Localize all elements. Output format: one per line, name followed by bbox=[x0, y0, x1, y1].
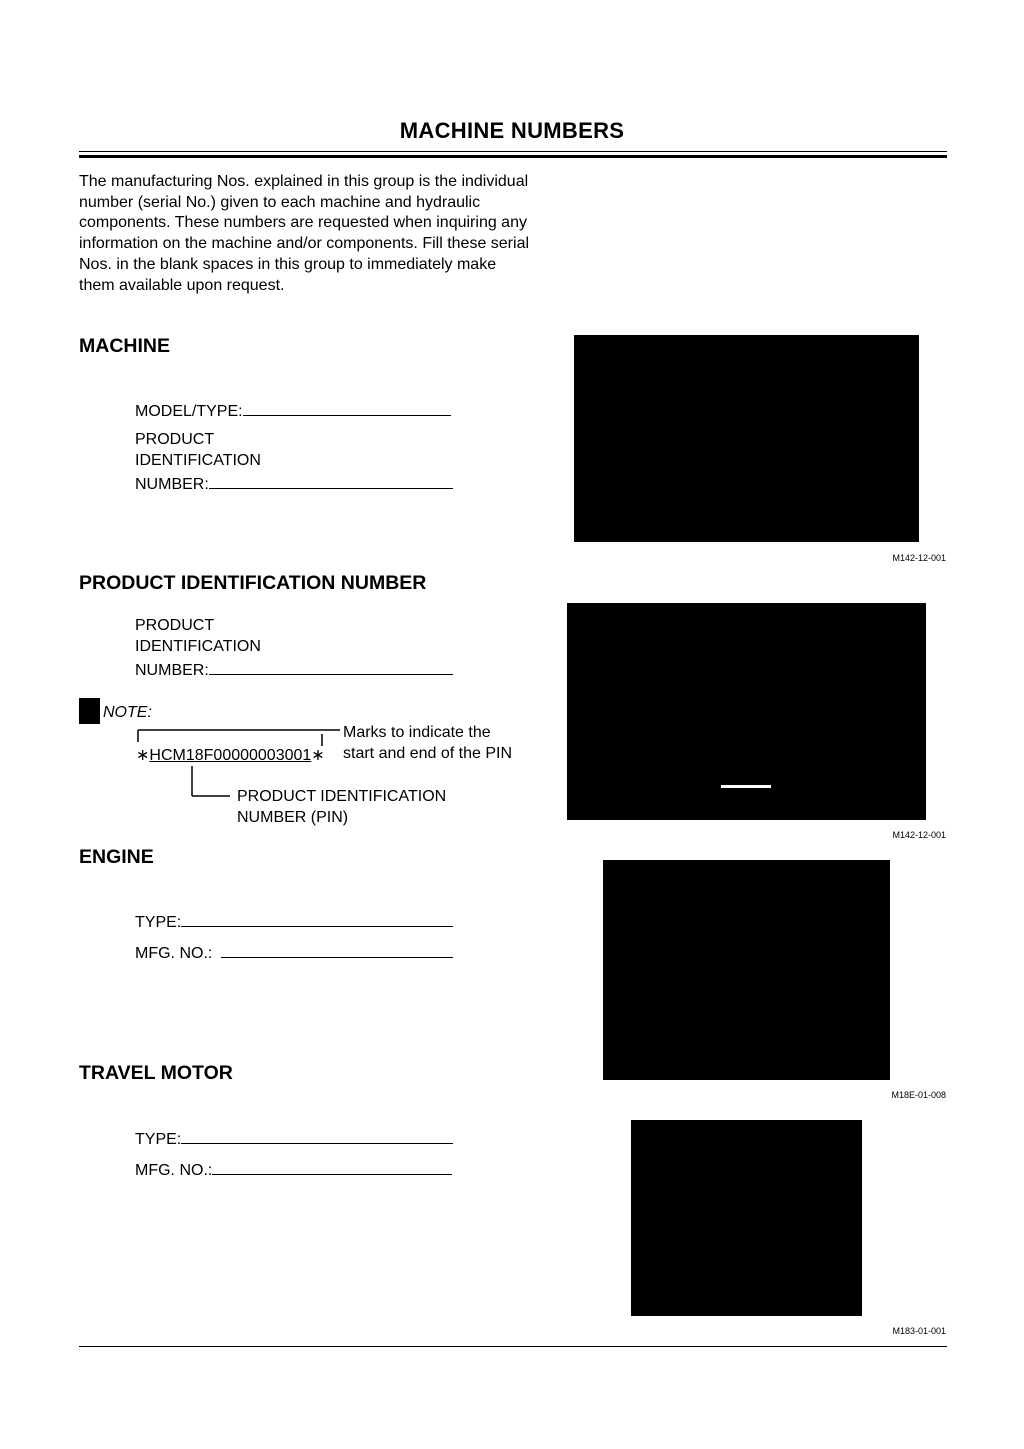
note-label: NOTE: bbox=[103, 704, 152, 721]
pin-blank[interactable] bbox=[209, 657, 453, 675]
pin-star-right: ∗ bbox=[311, 747, 325, 764]
pin-label-1: PRODUCT bbox=[135, 617, 215, 634]
machine-model-label: MODEL/TYPE: bbox=[135, 403, 243, 420]
pin-label-2: IDENTIFICATION bbox=[135, 638, 261, 655]
machine-heading: MACHINE bbox=[79, 335, 170, 357]
engine-mfg-field bbox=[135, 940, 453, 964]
engine-type-field bbox=[135, 909, 453, 933]
engine-figure-code: M18E-01-008 bbox=[891, 1090, 946, 1100]
engine-mfg-blank[interactable] bbox=[221, 940, 453, 958]
travel-motor-figure-code: M183-01-001 bbox=[892, 1326, 946, 1336]
photo-highlight-mark bbox=[721, 785, 771, 788]
engine-mfg-label: MFG. NO.: bbox=[135, 945, 213, 962]
marks-annotation bbox=[343, 722, 512, 764]
pin-example bbox=[136, 745, 325, 765]
engine-type-label: TYPE: bbox=[135, 914, 182, 931]
pin-example-number: HCM18F00000003001 bbox=[149, 747, 312, 764]
bottom-rule bbox=[79, 1346, 947, 1347]
pin-annotation bbox=[237, 786, 446, 828]
machine-pin-label-3: NUMBER: bbox=[135, 476, 209, 493]
pin-text-1: PRODUCT IDENTIFICATION bbox=[237, 788, 447, 805]
title-rule-thin bbox=[79, 151, 947, 152]
travel-motor-mfg-label: MFG. NO.: bbox=[135, 1162, 213, 1179]
pin-star-left: ∗ bbox=[136, 747, 150, 764]
machine-model-field bbox=[135, 398, 451, 422]
travel-motor-mfg-field bbox=[135, 1157, 452, 1181]
note-marker bbox=[79, 698, 100, 724]
travel-motor-type-blank[interactable] bbox=[181, 1126, 453, 1144]
pin-field bbox=[135, 615, 453, 681]
machine-pin-label-1: PRODUCT bbox=[135, 431, 215, 448]
marks-text-1: Marks to indicate the bbox=[343, 724, 491, 741]
machine-figure-code: M142-12-001 bbox=[892, 553, 946, 563]
machine-pin-field bbox=[135, 429, 453, 495]
engine-photo bbox=[603, 860, 890, 1080]
travel-motor-heading: TRAVEL MOTOR bbox=[79, 1062, 233, 1084]
pin-plate-photo bbox=[567, 603, 926, 820]
machine-model-blank[interactable] bbox=[243, 398, 451, 416]
marks-text-2: start and end of the PIN bbox=[343, 745, 512, 762]
intro-paragraph: The manufacturing Nos. explained in this group is the individual number (serial No.) given to each machine and hydraulic components. These numbers are requested when inquiring any information on the machine and/or components. Fill these serial Nos. in the blank spaces in this group to immediately make them available upon request. bbox=[79, 173, 530, 294]
title-rule-thick bbox=[79, 155, 947, 158]
page-title: MACHINE NUMBERS bbox=[399, 118, 625, 143]
travel-motor-type-field bbox=[135, 1126, 453, 1150]
machine-pin-label-2: IDENTIFICATION bbox=[135, 452, 261, 469]
travel-motor-mfg-blank[interactable] bbox=[212, 1157, 452, 1175]
pin-figure-code: M142-12-001 bbox=[892, 830, 946, 840]
engine-heading: ENGINE bbox=[79, 846, 154, 868]
machine-photo bbox=[574, 335, 919, 542]
machine-pin-blank[interactable] bbox=[209, 471, 453, 489]
pin-text-2: NUMBER (PIN) bbox=[237, 809, 349, 826]
pin-heading: PRODUCT IDENTIFICATION NUMBER bbox=[79, 572, 427, 594]
pin-label-3: NUMBER: bbox=[135, 662, 209, 679]
engine-type-blank[interactable] bbox=[181, 909, 453, 927]
travel-motor-photo bbox=[631, 1120, 862, 1316]
travel-motor-type-label: TYPE: bbox=[135, 1131, 182, 1148]
